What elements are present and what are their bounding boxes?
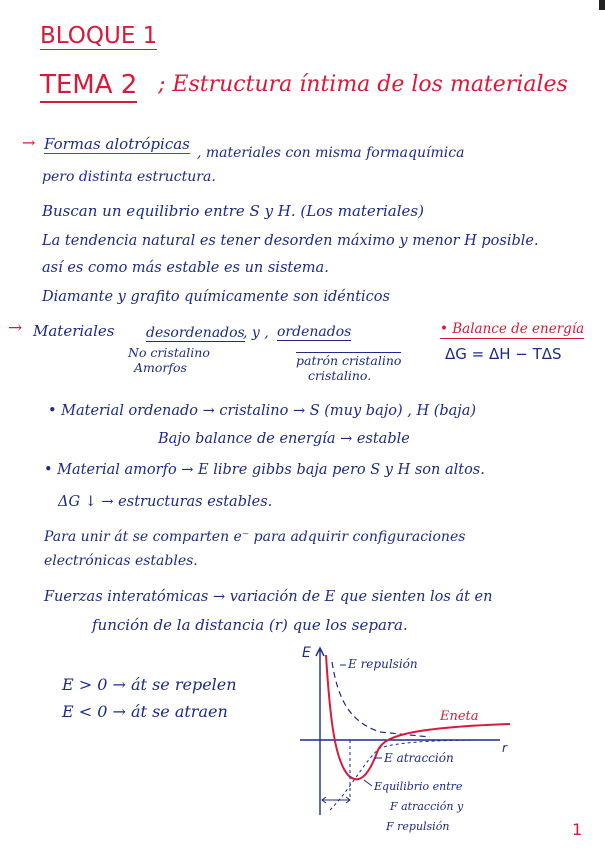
label-equilibrium-1: Equilibrio entre xyxy=(374,780,463,793)
line-structure: pero distinta estructura. xyxy=(42,169,216,185)
union-line1: Para unir át se comparten e⁻ para adquirir configuraciones xyxy=(44,529,466,545)
interatomic-energy-graph xyxy=(290,640,530,840)
label-equilibrium-2: F atracción y xyxy=(390,800,464,813)
materials-disordered: desordenados xyxy=(146,325,245,341)
corner-mark xyxy=(599,0,605,10)
materials-pattern: patrón cristalino xyxy=(296,353,402,368)
ordered-line1: • Material ordenado → cristalino → S (muy bajo) , H (baja) xyxy=(48,403,477,419)
label-net: Eneta xyxy=(440,709,479,724)
forces-line2: función de la distancia (r) que los separa. xyxy=(92,616,408,634)
amorphous-line1: • Material amorfo → E libre gibbs baja pero S y H son altos. xyxy=(44,462,485,478)
materials-crystalline: cristalino. xyxy=(308,368,372,383)
label-equilibrium-3: F repulsión xyxy=(386,820,450,833)
rule-attract: E < 0 → át se atraen xyxy=(62,702,228,721)
materials-label: Materiales xyxy=(33,322,115,340)
topic-title: ; Estructura íntima de los materiales xyxy=(158,72,568,97)
term-allotropic: Formas alotrópicas xyxy=(44,135,190,153)
repulsion-curve xyxy=(332,662,430,737)
arrow-materials: → xyxy=(8,318,23,338)
materials-sep: , y , xyxy=(243,325,269,341)
energy-balance-title: • Balance de energía xyxy=(440,321,585,337)
line-tendency: La tendencia natural es tener desorden máximo y menor H posible. xyxy=(42,233,539,249)
energy-balance-formula: ΔG = ΔH − TΔS xyxy=(445,345,562,363)
label-repulsion: E repulsión xyxy=(348,657,418,671)
arrow-allotropic: → xyxy=(22,133,36,152)
materials-ordered: ordenados xyxy=(277,324,352,340)
amorphous-line2: ΔG ↓ → estructuras estables. xyxy=(58,494,273,510)
materials-amorphous: Amorfos xyxy=(134,360,187,375)
label-attraction: E atracción xyxy=(384,751,454,765)
materials-no-crystalline: No cristalino xyxy=(128,345,210,360)
ordered-line2: Bajo balance de energía → estable xyxy=(158,431,410,447)
graph-x-axis-label: r xyxy=(502,741,507,755)
forces-line1: Fuerzas interatómicas → variación de E que sienten los át en xyxy=(44,589,493,605)
graph-y-axis-label: E xyxy=(302,645,311,661)
union-line2: electrónicas estables. xyxy=(44,553,198,569)
page-number: 1 xyxy=(572,820,583,839)
rule-repel: E > 0 → át se repelen xyxy=(62,675,237,694)
line-allotropic-rest: , materiales con misma formaquímica xyxy=(197,145,465,161)
line-equilibrium: Buscan un equilibrio entre S y H. (Los materiales) xyxy=(42,202,424,220)
topic-prefix: TEMA 2 xyxy=(40,72,137,103)
line-diamond: Diamante y grafito químicamente son idénticos xyxy=(42,289,390,305)
line-stable: así es como más estable es un sistema. xyxy=(42,260,329,276)
block-title: BLOQUE 1 xyxy=(40,23,158,49)
